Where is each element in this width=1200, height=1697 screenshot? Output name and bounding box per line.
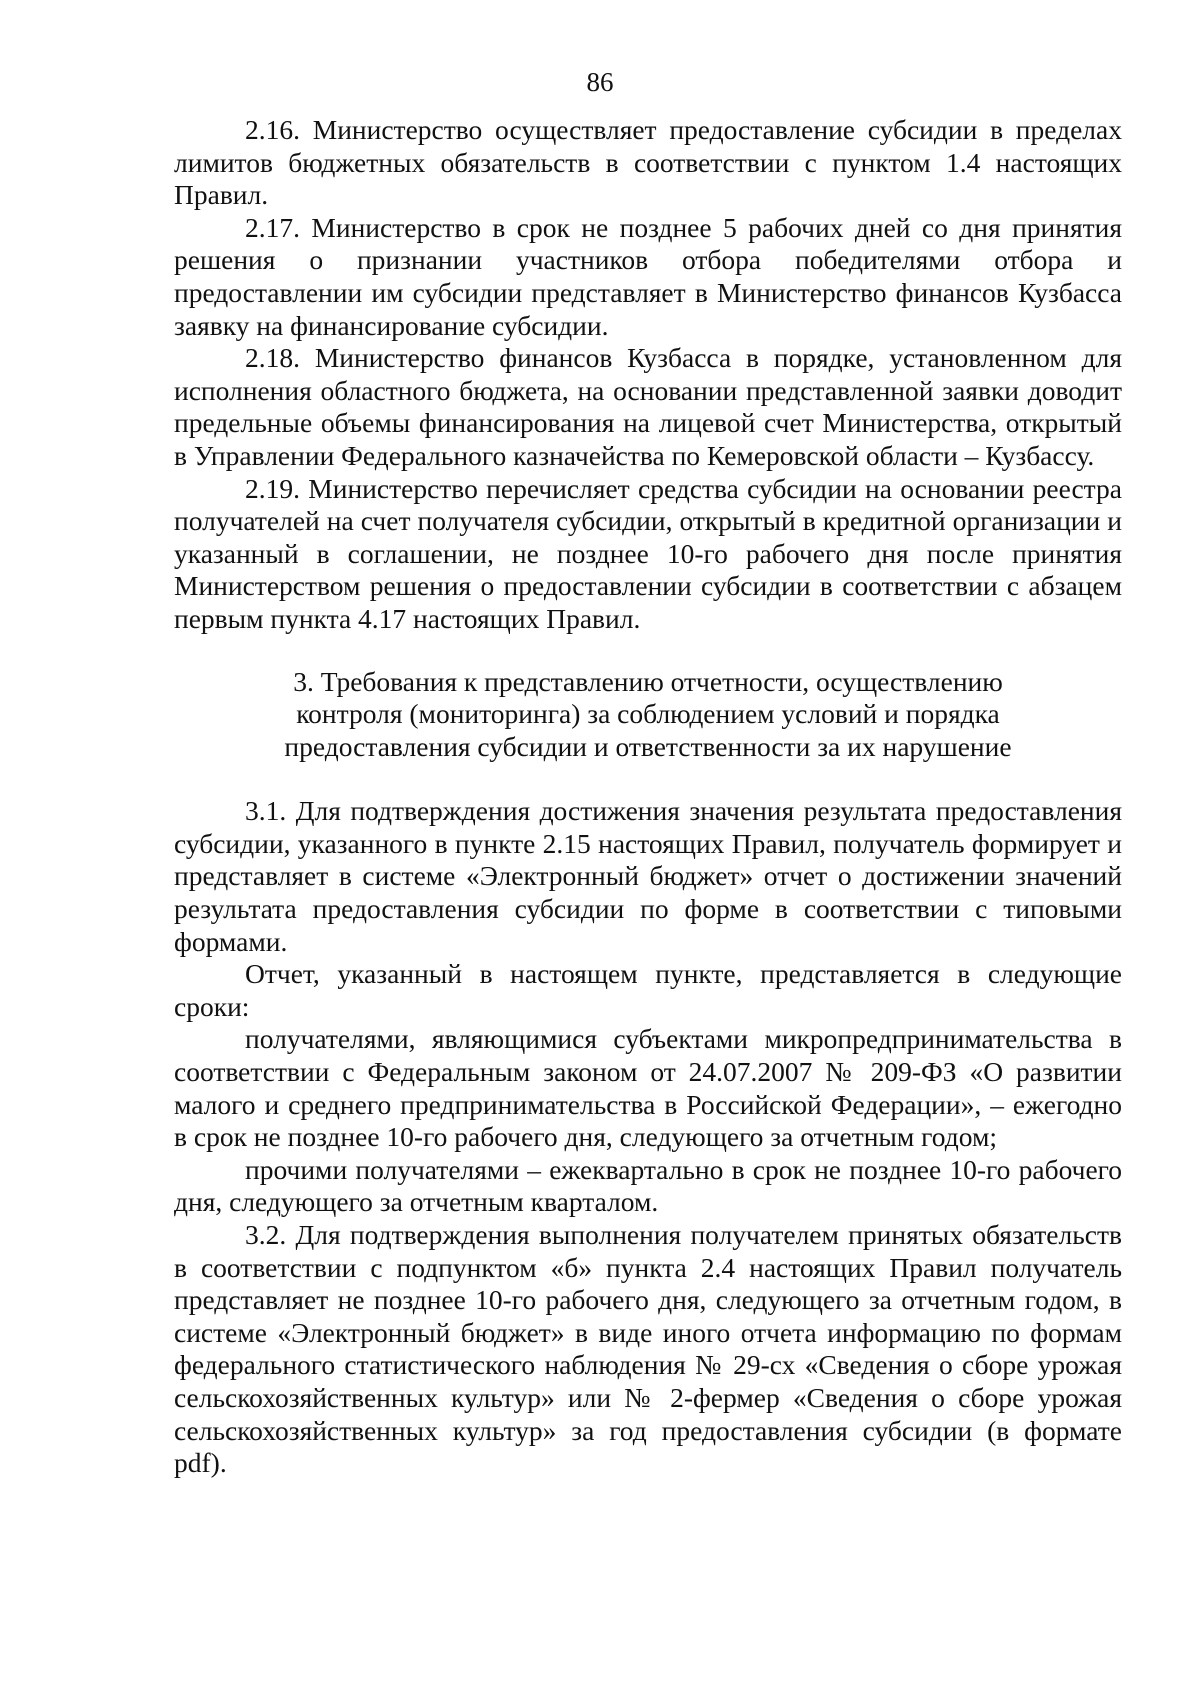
page-number: 86 [586, 67, 614, 97]
paragraph-2-17: 2.17. Министерство в срок не позднее 5 рабочих дней со дня принятия решения о признании участников отбора победителями отбора и предоставлении им субсидии представляет в Министерство финансов Кузбасса заявку на финансирование субсидии. [174, 211, 1122, 341]
document-body [174, 114, 1122, 1480]
section-heading-line-3: предоставления субсидии и ответственности за их нарушение [284, 730, 1012, 762]
paragraph-2-19: 2.19. Министерство перечисляет средства субсидии на основании реестра получателей на счет получателя субсидии, открытый в кредитной организации и указанный в соглашении, не позднее 10-го рабочего дня после принятия Министерством решения о предоставлении субсидии в соответствии с абзацем первым пункта 4.17 настоящих Правил. [174, 472, 1122, 634]
paragraph-other-recipients: прочими получателями – ежеквартально в срок не позднее 10-го рабочего дня, следующего за отчетным кварталом. [174, 1153, 1122, 1218]
paragraph-2-16: 2.16. Министерство осуществляет предоставление субсидии в пределах лимитов бюджетных обязательств в соответствии с пунктом 1.4 настоящих Правил. [174, 114, 1122, 211]
section-heading-line-2: контроля (мониторинга) за соблюдением условий и порядка [296, 698, 1000, 730]
paragraph-2-18: 2.18. Министерство финансов Кузбасса в порядке, установленном для исполнения областного бюджета, на основании представленной заявки доводит предельные объемы финансирования на лицевой счет Министерства, открытый в Управлении Федерального казначейства по Кемеровской области – Кузбассу. [174, 342, 1122, 471]
section-heading-line-1: 3. Требования к представлению отчетности, осуществлению [293, 665, 1003, 697]
paragraph-3-1: 3.1. Для подтверждения достижения значения результата предоставления субсидии, указанного в пункте 2.15 настоящих Правил, получатель формирует и представляет в системе «Электронный бюджет» отчет о достижении значений результата предоставления субсидии по форме в соответствии с типовыми формами. [174, 795, 1122, 957]
paragraph-report-deadlines: Отчет, указанный в настоящем пункте, представляется в следующие сроки: [174, 958, 1122, 1022]
paragraph-micro-entrepreneurs: получателями, являющимися субъектами микропредпринимательства в соответствии с Федеральным законом от 24.07.2007 № 209-ФЗ «О развитии малого и среднего предпринимательства в Российской Федерации», – ежегодно в срок не позднее 10-го рабочего дня, следующего за отчетным годом; [174, 1023, 1122, 1153]
section-3-heading [174, 666, 1122, 764]
paragraph-3-2: 3.2. Для подтверждения выполнения получателем принятых обязательств в соответствии с подпунктом «б» пункта 2.4 настоящих Правил получатель представляет не позднее 10-го рабочего дня, следующего за отчетным годом, в системе «Электронный бюджет» в виде иного отчета информацию по формам федерального статистического наблюдения № 29-сх «Сведения о сборе урожая сельскохозяйственных культур» или № 2-фермер «Сведения о сборе урожая сельскохозяйственных культур» за год предоставления субсидии (в формате pdf). [174, 1219, 1122, 1479]
